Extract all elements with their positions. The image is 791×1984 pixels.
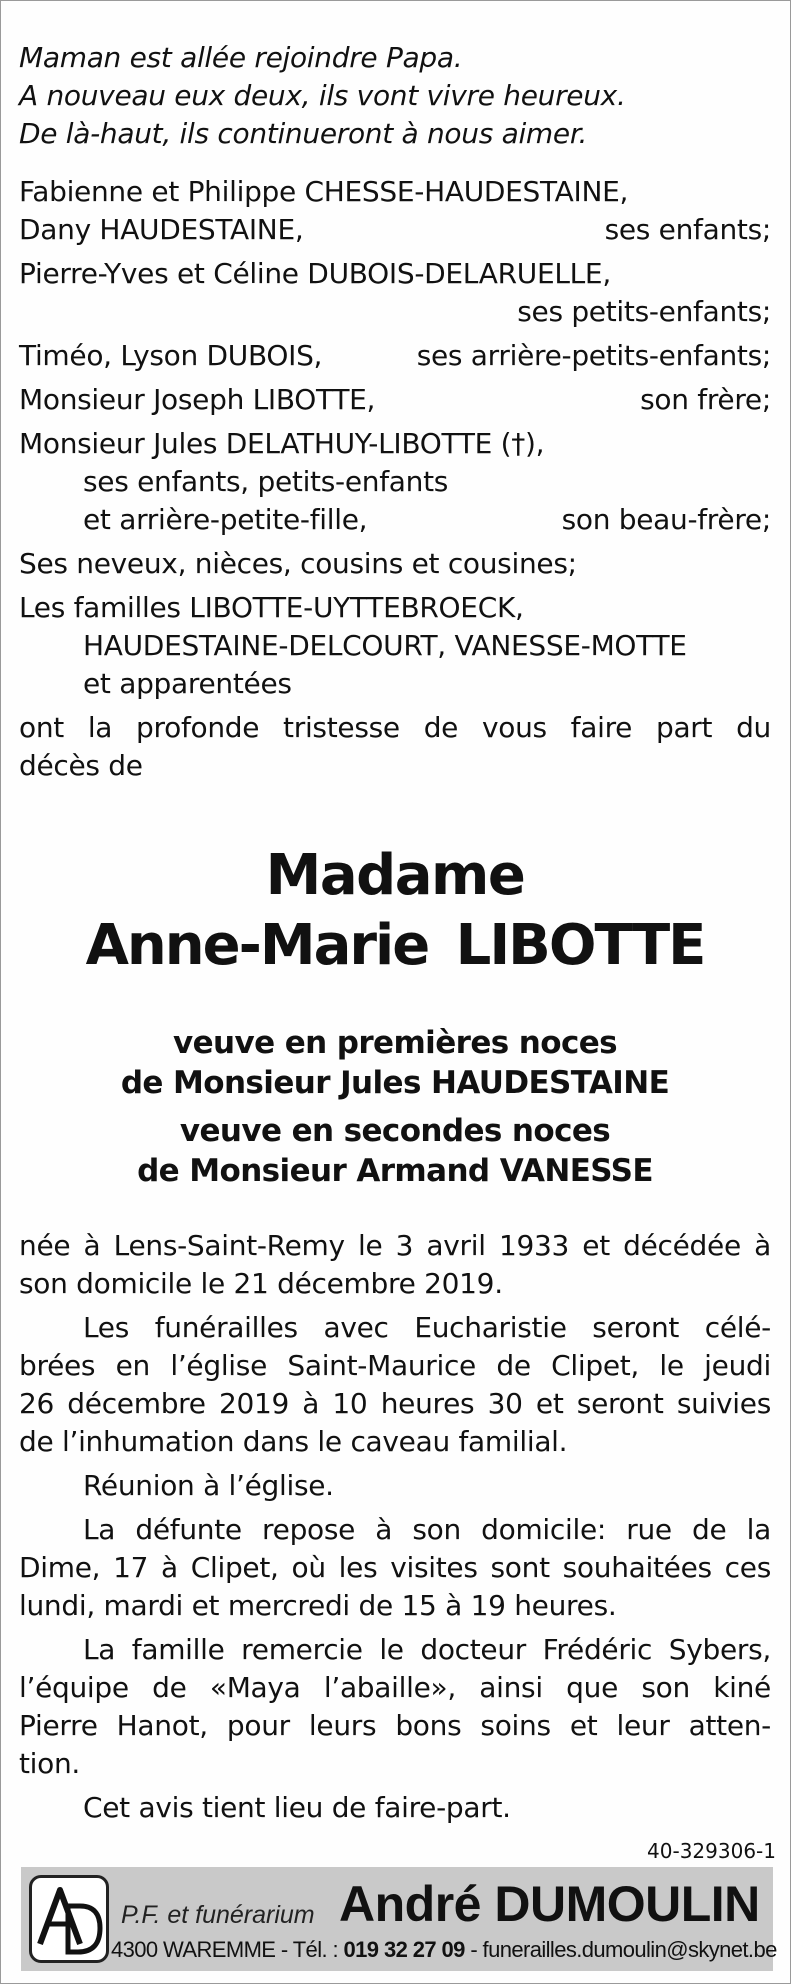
families-line: et apparentées	[83, 667, 292, 700]
funeral-home-contact	[111, 1937, 777, 1963]
brother-in-law-line: ses enfants, petits-enfants	[83, 465, 449, 498]
great-grandchildren-group	[19, 337, 771, 375]
body-line: née à Lens-Saint-Remy le 3 avril 1933 et décédée à	[19, 1229, 771, 1262]
funeral-home-phone: 019 32 27 09	[343, 1937, 465, 1962]
thanks-paragraph	[19, 1631, 771, 1783]
grandchildren-line: Pierre-Yves et Céline DUBOIS-DELARUELLE,	[19, 257, 611, 290]
body-line: Réunion à l’église.	[83, 1469, 334, 1502]
widow-first-marriage	[19, 1023, 771, 1103]
deceased-title: Madame	[265, 843, 525, 908]
families-line: Les familles LIBOTTE-UYTTEBROECK,	[19, 591, 524, 624]
body-line: l’équipe de «Maya l’abaille», ainsi que son kiné	[19, 1671, 771, 1704]
funeral-home-address: 4300 WAREMME - Tél. :	[111, 1937, 339, 1962]
body-line: de l’inhumation dans le caveau familial.	[19, 1425, 568, 1458]
widow-line: veuve en premières noces	[172, 1025, 618, 1061]
announcement-line: ont la profonde tristesse de vous faire part du	[19, 711, 771, 744]
body-line: Pierre Hanot, pour leurs bons soins et leur atten-	[19, 1709, 771, 1742]
body-line: brées en l’église Saint-Maurice de Clipet, le jeudi	[19, 1349, 771, 1382]
role-label: ses arrière-petits-enfants;	[416, 339, 771, 372]
nephews-line: Ses neveux, nièces, cousins et cousines;	[19, 547, 577, 580]
brother-in-law-group	[19, 425, 771, 539]
body-line: 26 décembre 2019 à 10 heures 30 et seront suivies	[19, 1387, 771, 1420]
body-line: Les funérailles avec Eucharistie seront célé-	[83, 1311, 771, 1344]
role-label: ses petits-enfants;	[517, 295, 771, 328]
funeral-home-name: André DUMOULIN	[339, 1876, 760, 1932]
funeral-home-banner	[21, 1867, 777, 1971]
body-line: Dime, 17 à Clipet, où les visites sont souhaitées ces	[19, 1551, 771, 1584]
families-line: HAUDESTAINE-DELCOURT, VANESSE-MOTTE	[83, 629, 687, 662]
brother-group	[19, 381, 771, 419]
body-text	[19, 1227, 771, 1827]
announcement	[19, 709, 771, 785]
brother-in-law-line: et arrière-petite-fille,	[83, 503, 368, 536]
reference-number: 40-329306-1	[647, 1839, 776, 1863]
deceased-name-block	[19, 843, 771, 983]
body-line: La défunte repose à son domicile: rue de la	[83, 1513, 771, 1546]
funeral-home-label: P.F. et funérarium	[121, 1901, 315, 1929]
role-label: ses enfants;	[604, 213, 771, 246]
widow-line: de Monsieur Jules HAUDESTAINE	[120, 1065, 670, 1101]
funeral-paragraph	[19, 1309, 771, 1461]
role-label: son beau-frère;	[561, 503, 771, 536]
funeral-home-logo	[29, 1875, 109, 1963]
body-line: tion.	[19, 1747, 81, 1780]
ad-monogram-icon	[34, 1880, 104, 1958]
children-line: Fabienne et Philippe CHESSE-HAUDESTAINE,	[19, 175, 629, 208]
children-group	[19, 173, 771, 249]
families-group	[19, 589, 771, 703]
notice-text	[19, 39, 771, 1827]
body-line: son domicile le 21 décembre 2019.	[19, 1267, 503, 1300]
poem-line: De là-haut, ils continueront à nous aimer.	[19, 117, 588, 150]
brother-line: Monsieur Joseph LIBOTTE,	[19, 383, 376, 416]
widow-line: de Monsieur Armand VANESSE	[137, 1153, 653, 1189]
body-line: Cet avis tient lieu de faire-part.	[83, 1791, 511, 1824]
announcement-line: décès de	[19, 749, 143, 782]
body-line: lundi, mardi et mercredi de 15 à 19 heures.	[19, 1589, 617, 1622]
widow-second-marriage	[19, 1111, 771, 1191]
brother-in-law-line: Monsieur Jules DELATHUY-LIBOTTE (†),	[19, 427, 545, 460]
poem	[19, 39, 771, 153]
poem-line: Maman est allée rejoindre Papa.	[19, 41, 463, 74]
widow-line: veuve en secondes noces	[179, 1113, 611, 1149]
role-label: son frère;	[640, 383, 771, 416]
body-line: La famille remercie le docteur Frédéric Sybers,	[83, 1633, 771, 1666]
closing-paragraph	[19, 1789, 771, 1827]
rest-paragraph	[19, 1511, 771, 1625]
children-line: Dany HAUDESTAINE,	[19, 213, 304, 246]
funeral-home-email: - funerailles.dumoulin@skynet.be	[470, 1937, 777, 1962]
birth-paragraph	[19, 1227, 771, 1303]
deceased-name: Anne-Marie LIBOTTE	[85, 913, 705, 978]
grandchildren-group	[19, 255, 771, 331]
poem-line: A nouveau eux deux, ils vont vivre heureux.	[19, 79, 626, 112]
meeting-paragraph	[19, 1467, 771, 1505]
great-grandchildren-line: Timéo, Lyson DUBOIS,	[19, 339, 323, 372]
